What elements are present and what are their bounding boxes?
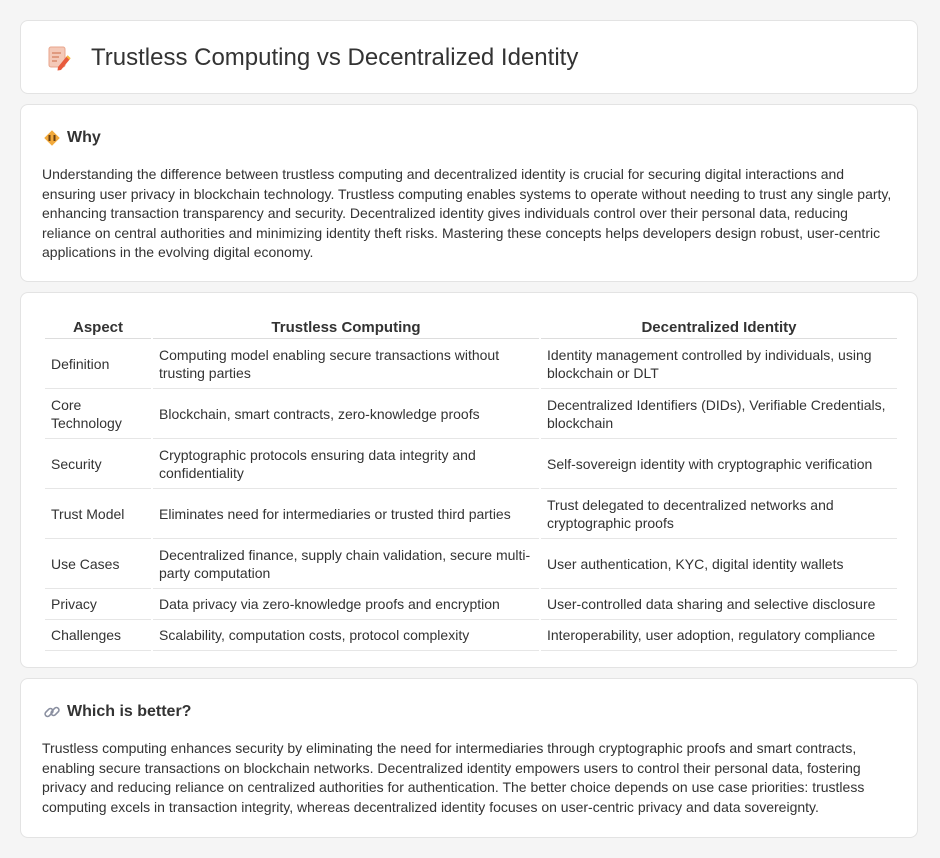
decentralized-cell: Identity management controlled by individuals, using blockchain or DLT [541,339,897,389]
trustless-cell: Scalability, computation costs, protocol complexity [153,620,539,651]
aspect-cell: Challenges [45,620,151,651]
aspect-cell: Trust Model [45,489,151,539]
aspect-cell: Privacy [45,589,151,620]
trustless-cell: Blockchain, smart contracts, zero-knowledge proofs [153,389,539,439]
aspect-cell: Core Technology [45,389,151,439]
decentralized-cell: User-controlled data sharing and selective disclosure [541,589,897,620]
decentralized-cell: Interoperability, user adoption, regulatory compliance [541,620,897,651]
why-text: Understanding the difference between trustless computing and decentralized identity is crucial for securing digital interactions and ensuring user privacy in blockchain technology. Trustless computing enables systems to operate without needing to trust any single party, enhancing transaction transparency and security. Decentralized identity gives individuals control over their personal data, reducing reliance on central authorities and minimizing identity theft risks. Mastering these concepts helps developers design robust, user-centric applications in the evolving digital economy. [42,166,892,261]
comparison-table [43,313,899,651]
trustless-cell: Eliminates need for intermediaries or trusted third parties [153,489,539,539]
table-row [45,539,897,589]
page-title: Trustless Computing vs Decentralized Identity [91,44,579,71]
title-card [20,20,918,94]
aspect-cell: Definition [45,339,151,389]
decentralized-cell: Self-sovereign identity with cryptographic verification [541,439,897,489]
comparison-section [20,292,918,668]
trustless-cell: Decentralized finance, supply chain validation, secure multi-party computation [153,539,539,589]
document-pencil-icon [47,45,71,71]
header-aspect: Aspect [45,313,151,339]
decentralized-cell: Decentralized Identifiers (DIDs), Verifiable Credentials, blockchain [541,389,897,439]
trustless-cell: Data privacy via zero-knowledge proofs and encryption [153,589,539,620]
trustless-cell: Computing model enabling secure transactions without trusting parties [153,339,539,389]
decentralized-cell: User authentication, KYC, digital identity wallets [541,539,897,589]
aspect-cell: Use Cases [45,539,151,589]
table-row [45,589,897,620]
link-icon [43,703,61,721]
which-better-section [20,678,918,838]
table-row [45,389,897,439]
aspect-cell: Security [45,439,151,489]
better-heading: Which is better? [67,703,192,720]
table-row [45,439,897,489]
why-heading: Why [67,129,101,146]
trustless-cell: Cryptographic protocols ensuring data integrity and confidentiality [153,439,539,489]
table-row [45,339,897,389]
better-heading-row [43,702,191,722]
header-decentralized: Decentralized Identity [541,313,897,339]
table-header-row [45,313,897,339]
table-row [45,620,897,651]
why-heading-row [43,128,101,148]
why-section [20,104,918,282]
table-row [45,489,897,539]
diamond-warning-icon [43,129,61,147]
decentralized-cell: Trust delegated to decentralized networks and cryptographic proofs [541,489,897,539]
better-text: Trustless computing enhances security by eliminating the need for intermediaries through cryptographic proofs and smart contracts, enabling secure transactions on blockchain networks. Decentralized identity empowers users to control their personal data, fostering privacy and reducing reliance on centralized authorities for authentication. The better choice depends on use case priorities: trustless computing excels in transaction integrity, whereas decentralized identity focuses on user-centric privacy and data sovereignty. [42,740,865,815]
header-trustless: Trustless Computing [153,313,539,339]
